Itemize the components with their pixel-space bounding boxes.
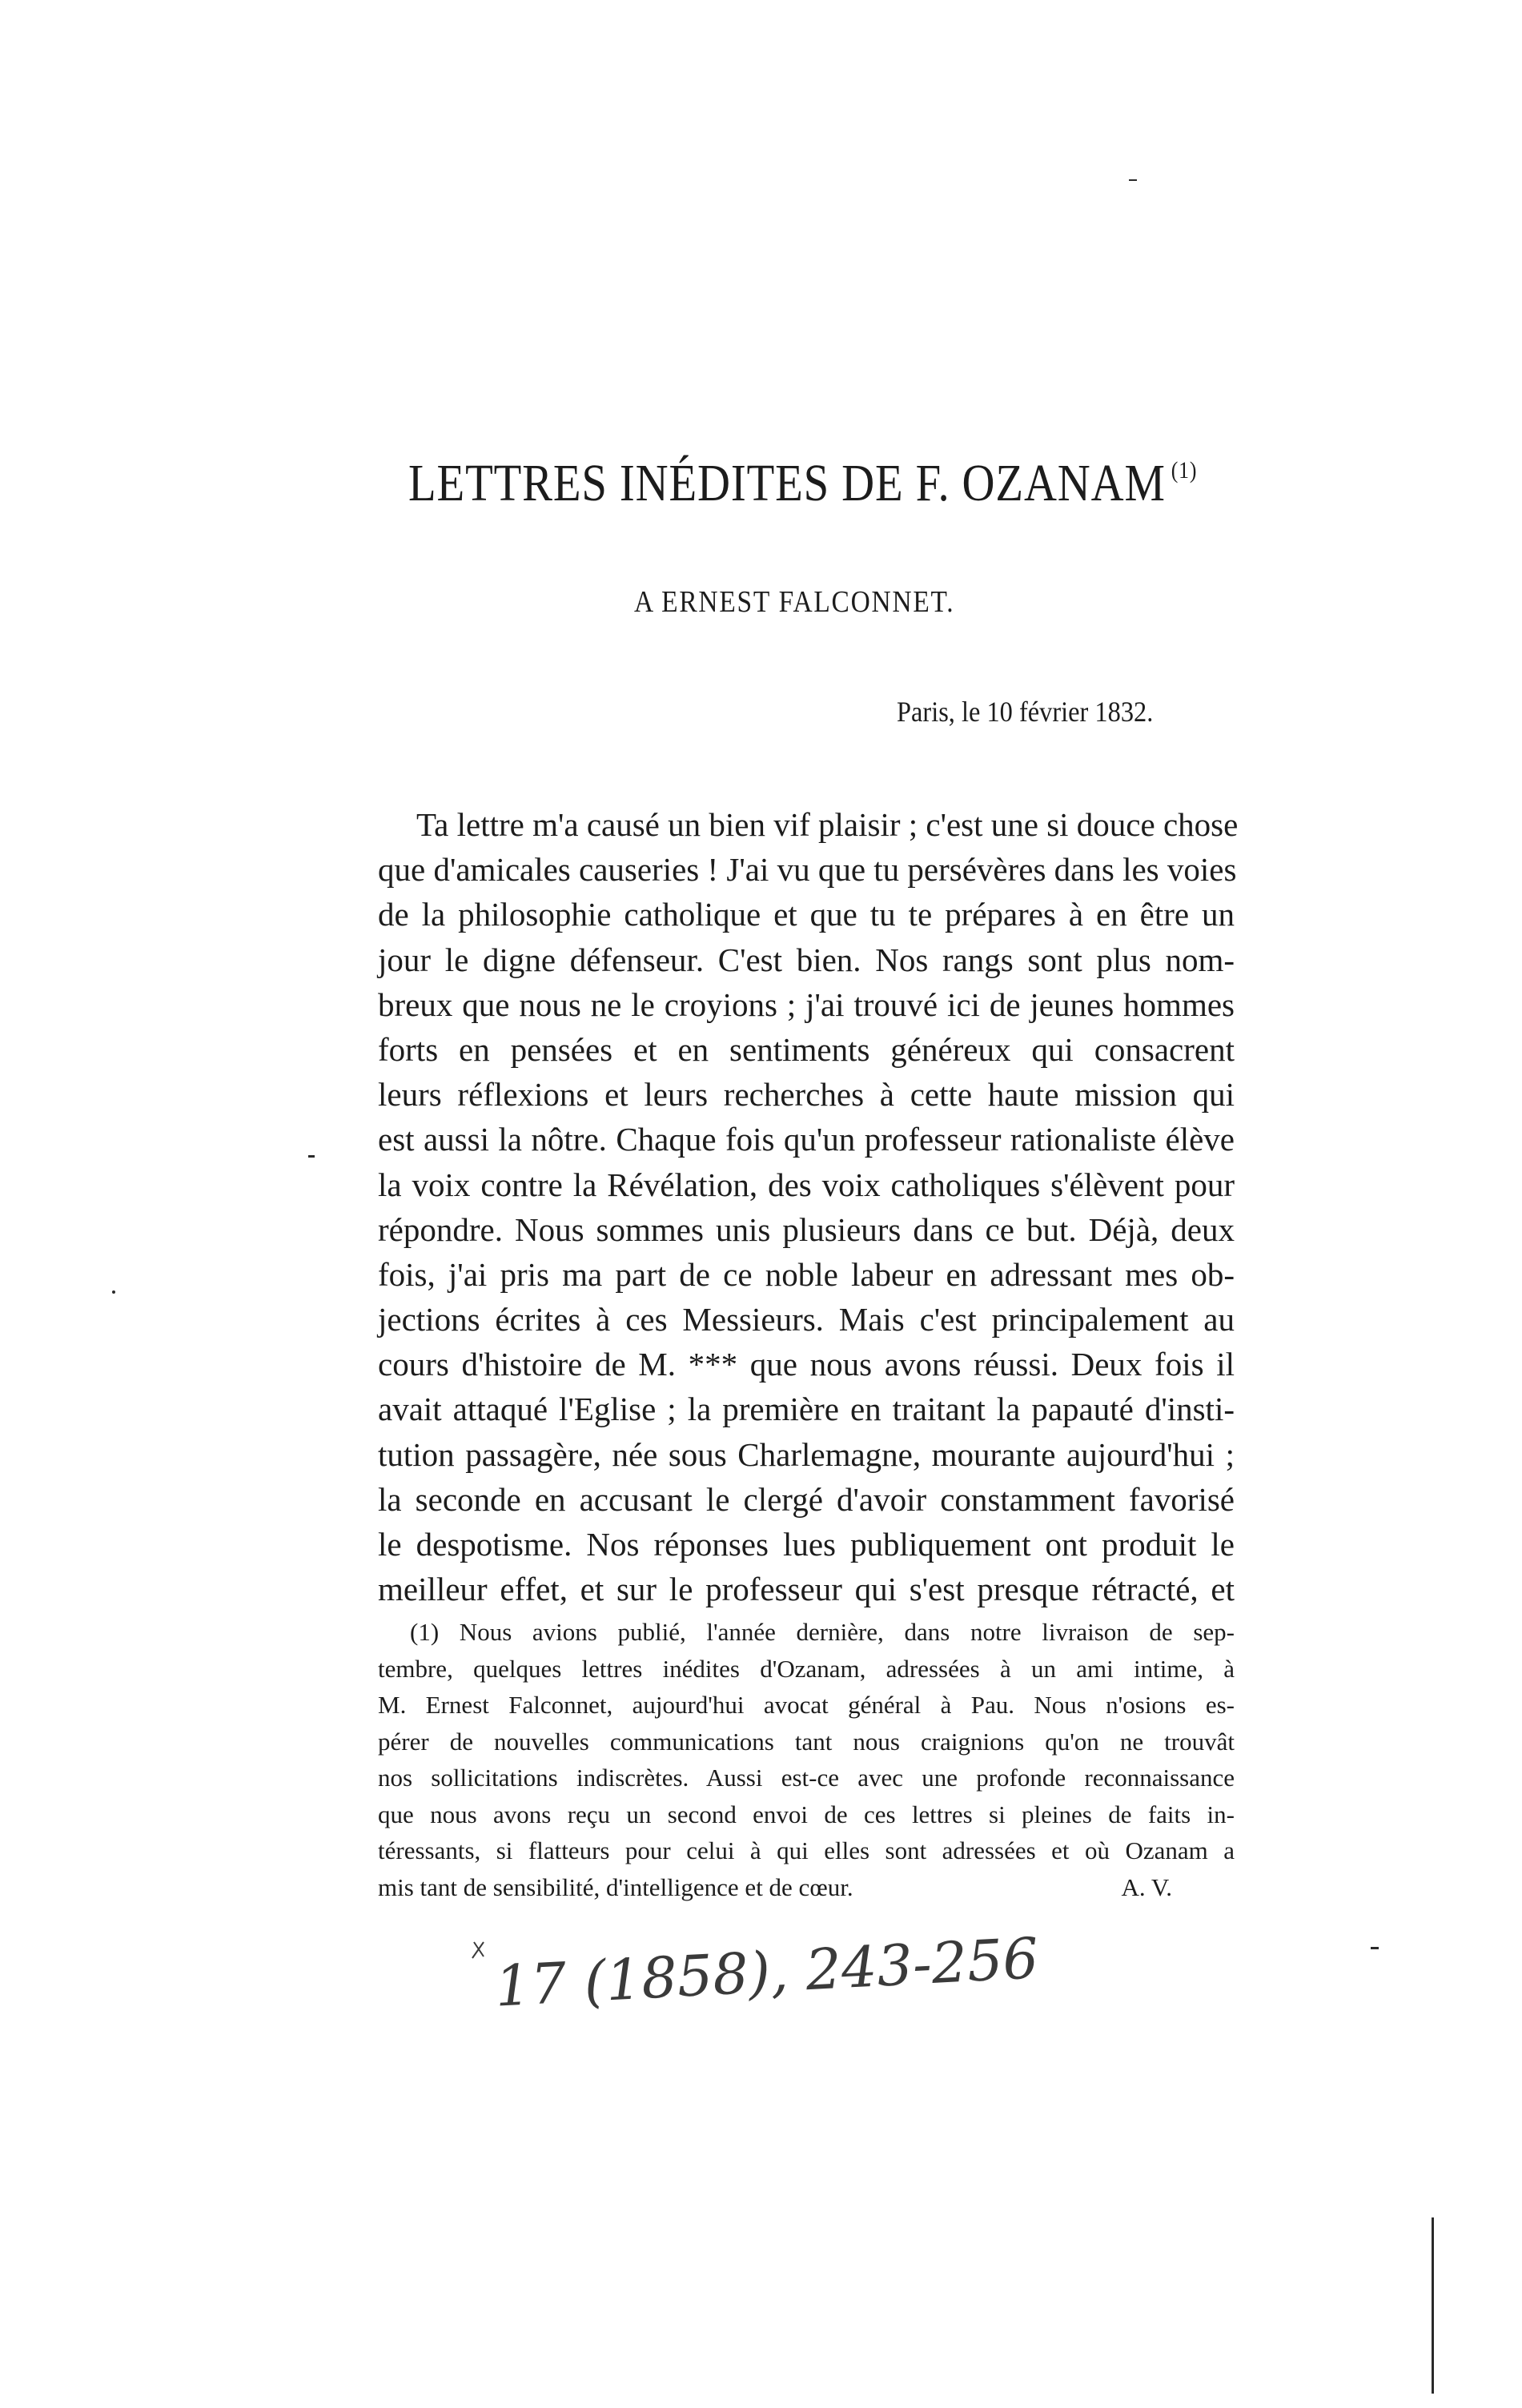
body-line: avait attaqué l'Eglise ; la première en traitant la papauté d'insti- xyxy=(378,1391,1235,1428)
footnote-line: M. Ernest Falconnet, aujourd'hui avocat général à Pau. Nous n'osions es- xyxy=(378,1691,1235,1719)
footnote-signature: A. V. xyxy=(1121,1872,1172,1901)
body-line: que d'amicales causeries ! J'ai vu que tu persévères dans les voies xyxy=(378,851,1237,889)
handwritten-annotation xyxy=(463,1925,1041,2020)
footnote-line: pérer de nouvelles communications tant nous craignions qu'on ne trouvât xyxy=(378,1727,1235,1756)
footnote-line: (1) Nous avions publié, l'année dernière, dans notre livraison de sep- xyxy=(410,1618,1235,1646)
body-line: la seconde en accusant le clergé d'avoir constamment favorisé xyxy=(378,1480,1235,1518)
footnote-last-line xyxy=(378,1869,1235,1906)
body-line: répondre. Nous sommes unis plusieurs dans ce but. Déjà, deux xyxy=(378,1210,1235,1248)
margin-mark xyxy=(1371,1947,1379,1949)
footnote-line: téressants, si flatteurs pour celui à qui elles sont adressées et où Ozanam a xyxy=(378,1836,1235,1864)
body-line: Ta lettre m'a causé un bien vif plaisir ; c'est une si douce chose xyxy=(416,806,1239,843)
body-line: leurs réflexions et leurs recherches à cette haute mission qui xyxy=(378,1076,1235,1114)
margin-mark xyxy=(1432,2217,1434,2394)
footnote-reference: (1) xyxy=(1171,457,1198,484)
footnote xyxy=(378,1614,1235,1905)
body-line: tution passagère, née sous Charlemagne, mourante aujourd'hui ; xyxy=(378,1435,1235,1473)
margin-mark xyxy=(112,1290,115,1294)
footnote-last-text: mis tant de sensibilité, d'intelligence et de cœur. xyxy=(378,1872,853,1901)
footnote-line: que nous avons reçu un second envoi de ces lettres si pleines de faits in- xyxy=(378,1800,1235,1828)
body-line: la voix contre la Révélation, des voix catholiques s'élèvent pour xyxy=(378,1166,1235,1203)
body-line: est aussi la nôtre. Chaque fois qu'un professeur rationaliste élève xyxy=(378,1121,1235,1158)
letter-addressee: A ERNEST FALCONNET. xyxy=(634,585,955,619)
body-line: breux que nous ne le croyions ; j'ai trouvé ici de jeunes hommes xyxy=(378,985,1235,1023)
body-line: meilleur effet, et sur le professeur qui s'est presque rétracté, et xyxy=(378,1571,1235,1608)
body-line: le despotisme. Nos réponses lues publiquement ont produit le xyxy=(378,1526,1235,1563)
body-line: fois, j'ai pris ma part de ce noble labeur en adressant mes ob- xyxy=(378,1255,1235,1293)
body-line: jour le digne défenseur. C'est bien. Nos rangs sont plus nom- xyxy=(378,941,1235,978)
body-line: de la philosophie catholique et que tu te prépares à en être un xyxy=(378,896,1235,933)
body-line: jections écrites à ces Messieurs. Mais c'est principalement au xyxy=(378,1301,1235,1338)
margin-mark xyxy=(308,1155,315,1158)
article-title-text: LETTRES INÉDITES DE F. OZANAM xyxy=(408,454,1166,512)
body-line: forts en pensées et en sentiments généreux qui consacrent xyxy=(378,1030,1235,1068)
footnote-line: nos sollicitations indiscrètes. Aussi est-ce avec une profonde reconnaissance xyxy=(378,1764,1235,1792)
handwritten-annotation-text: 17 (1858), 243-256 xyxy=(493,1925,1041,2020)
article-title xyxy=(408,453,1198,514)
body-line: cours d'histoire de M. *** que nous avons réussi. Deux fois il xyxy=(378,1346,1235,1383)
letter-body xyxy=(378,802,1239,1611)
margin-mark xyxy=(1129,179,1137,181)
letter-dateline: Paris, le 10 février 1832. xyxy=(897,696,1154,728)
footnote-line: tembre, quelques lettres inédites d'Ozanam, adressées à un ami intime, à xyxy=(378,1654,1235,1683)
